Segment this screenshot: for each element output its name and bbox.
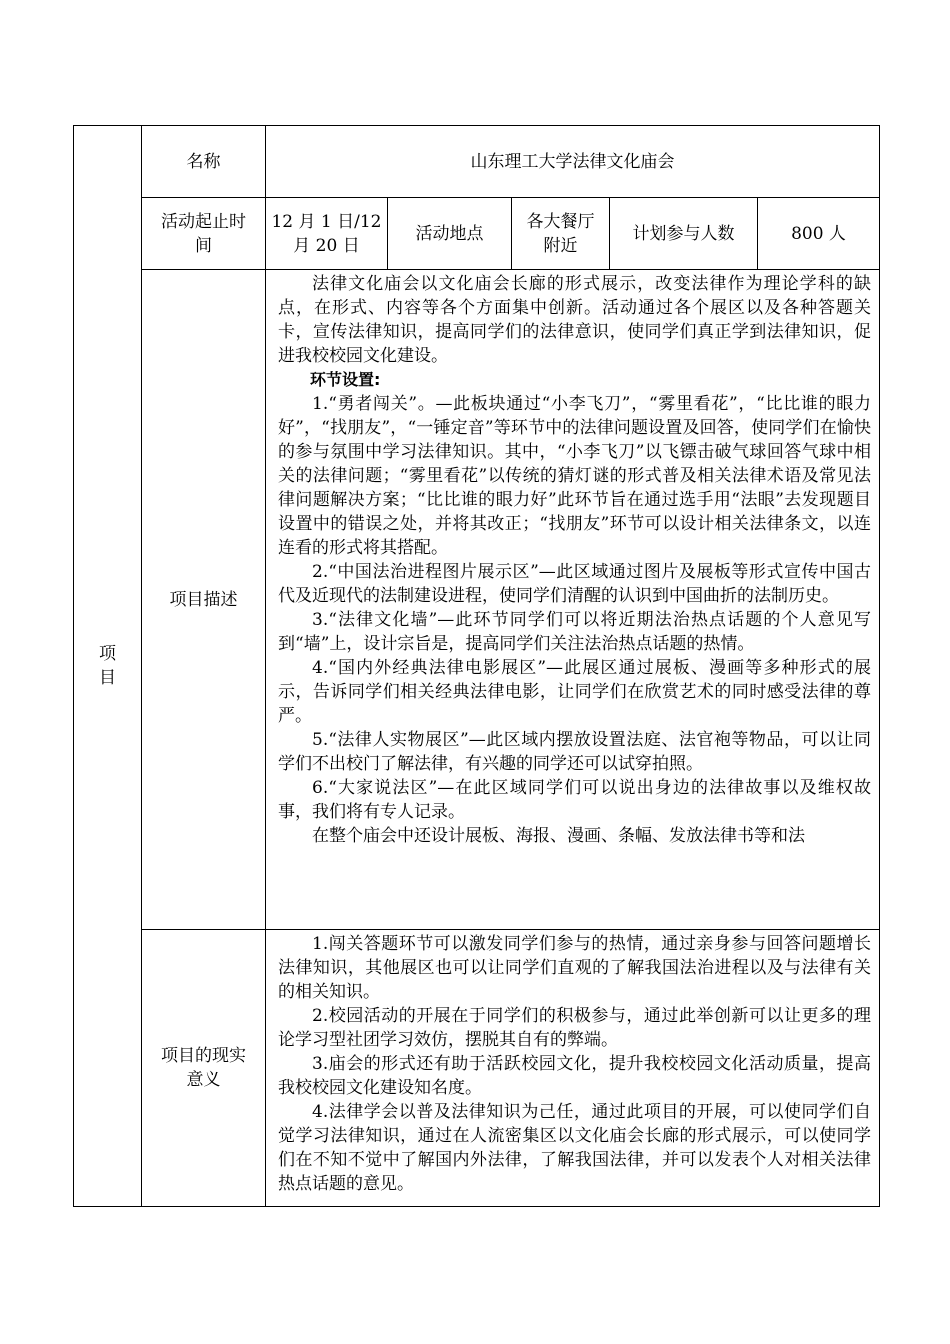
description-cell (266, 270, 880, 930)
description-intro: 法律文化庙会以文化庙会长廊的形式展示，改变法律作为理论学科的缺点，在形式、内容等各个方面集中创新。活动通过各个展区以及各种答题关卡，宣传法律知识，提高同学们的法律意识，使同学们真正学到法律知识，促进我校校园文化建设。 (278, 274, 871, 366)
project-side-label (74, 126, 142, 1207)
description-content (266, 270, 879, 929)
description-heading: 环节设置: (310, 370, 381, 389)
side-label-line1: 项 (99, 644, 116, 664)
meaning-content (266, 930, 879, 1206)
description-item: 2.“中国法治进程图片展示区”—此区域通过图片及展板等形式宣传中国古代及近现代的法制建设进程，使同学们清醒的认识到中国曲折的法制历史。 (278, 562, 871, 606)
time-label (142, 198, 266, 270)
description-item: 4.“国内外经典法律电影展区”—此展区通过展板、漫画等多种形式的展示，告诉同学们相关经典法律电影，让同学们在欣赏艺术的同时感受法律的尊严。 (278, 658, 871, 726)
meaning-item: 3.庙会的形式还有助于活跃校园文化，提升我校校园文化活动质量，提高我校校园文化建设知名度。 (278, 1054, 871, 1098)
name-value: 山东理工大学法律文化庙会 (266, 126, 880, 198)
time-label-line2: 间 (195, 235, 212, 256)
time-value-line2: 月 20 日 (293, 235, 360, 256)
people-value: 800 人 (758, 198, 880, 270)
time-value-line1: 12 月 1 日/12 (271, 211, 382, 232)
meaning-item: 4.法律学会以普及法律知识为己任，通过此项目的开展，可以使同学们自觉学习法律知识，通过在人流密集区以文化庙会长廊的形式展示，可以使同学们在不知不觉中了解国内外法律，了解我国法律，并可以发表个人对相关法律热点话题的意见。 (278, 1102, 871, 1194)
description-item: 6.“大家说法区”—在此区域同学们可以说出身边的法律故事以及维权故事，我们将有专人记录。 (278, 778, 871, 822)
place-value-line1: 各大餐厅 (526, 211, 595, 232)
place-label: 活动地点 (388, 198, 512, 270)
description-item: 1.“勇者闯关”。—此板块通过“小李飞刀”，“雾里看花”，“比比谁的眼力好”，“找朋友”，“一锤定音”等环节中的法律问题设置及回答，使同学们在愉快的参与氛围中学习法律知识。其中，“小李飞刀”以飞镖击破气球回答气球中相关的法律问题；“雾里看花”以传统的猜灯谜的形式普及相关法律术语及常见法律问题解决方案；“比比谁的眼力好”此环节旨在通过选手用“法眼”去发现题目设置中的错误之处，并将其改正；“找朋友”环节可以设计相关法律条文，以连连看的形式将其搭配。 (278, 394, 871, 558)
description-label: 项目描述 (142, 270, 266, 930)
meaning-label (142, 930, 266, 1207)
name-label: 名称 (142, 126, 266, 198)
meaning-label-line1: 项目的现实 (161, 1046, 246, 1066)
time-label-line1: 活动起止时 (161, 211, 246, 232)
place-value (512, 198, 610, 270)
meaning-label-line2: 意义 (186, 1070, 221, 1090)
meaning-cell (266, 930, 880, 1207)
project-form-table (73, 125, 880, 1207)
description-item: 5.“法律人实物展区”—此区域内摆放设置法庭、法官袍等物品，可以让同学们不出校门了解法律，有兴趣的同学还可以试穿拍照。 (278, 730, 871, 774)
meaning-item: 1.闯关答题环节可以激发同学们参与的热情，通过亲身参与回答问题增长法律知识，其他展区也可以让同学们直观的了解我国法治进程以及与法律有关的相关知识。 (278, 934, 871, 1002)
description-item: 在整个庙会中还设计展板、海报、漫画、条幅、发放法律书等和法 (312, 826, 805, 846)
people-label: 计划参与人数 (610, 198, 758, 270)
side-label-line2: 目 (99, 668, 116, 688)
time-value (266, 198, 388, 270)
description-item: 3.“法律文化墙”—此环节同学们可以将近期法治热点话题的个人意见写到“墙”上，设计宗旨是，提高同学们关注法治热点话题的热情。 (278, 610, 871, 654)
place-value-line2: 附近 (543, 235, 578, 256)
meaning-item: 2.校园活动的开展在于同学们的积极参与，通过此举创新可以让更多的理论学习型社团学习效仿，摆脱其自有的弊端。 (278, 1006, 871, 1050)
